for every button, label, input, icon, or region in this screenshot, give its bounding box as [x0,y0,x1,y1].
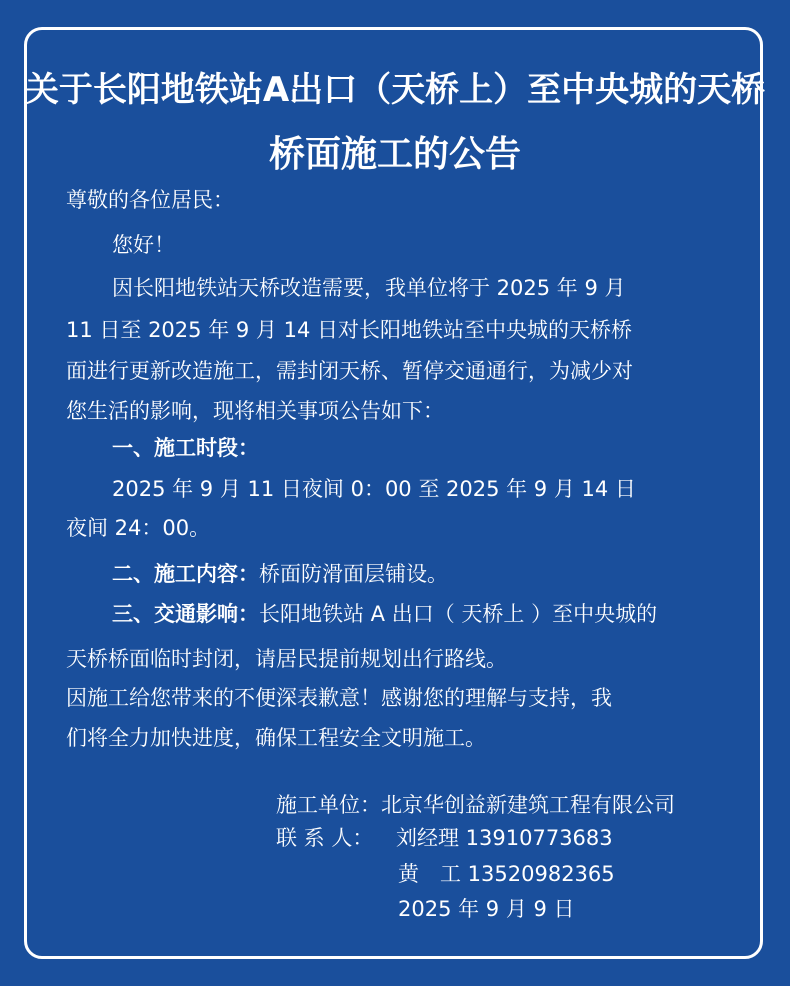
closing-line: 因施工给您带来的不便深表歉意！感谢您的理解与支持，我 [66,686,612,710]
section2-text: 桥面防滑面层铺设。 [259,562,448,586]
footer-contact-label: 联 系 人： [276,826,374,850]
intro-line: 因长阳地铁站天桥改造需要，我单位将于 2025 年 9 月 [112,276,626,300]
section1-heading: 一、施工时段： [112,436,259,460]
section2-heading: 二、施工内容： [112,562,259,586]
section1-line: 夜间 24：00。 [66,516,211,540]
footer-contact2: 黄 工 13520982365 [398,862,615,886]
section3-row [112,600,657,628]
closing-line: 们将全力加快进度，确保工程安全文明施工。 [66,726,486,750]
notice-title-line2: 桥面施工的公告 [268,134,521,175]
section3-line2: 天桥桥面临时封闭，请居民提前规划出行路线。 [66,647,507,671]
section3-text: 长阳地铁站 A 出口（ 天桥上 ）至中央城的 [259,602,658,626]
footer-contact1: 刘经理 13910773683 [396,826,613,850]
footer-contact-row [276,824,613,852]
footer-date: 2025 年 9 月 9 日 [398,897,575,921]
notice-title-line1: 关于长阳地铁站A出口（天桥上）至中央城的天桥 [24,70,766,110]
footer-unit-label: 施工单位： [276,793,381,817]
hello: 您好！ [112,233,175,257]
intro-line: 您生活的影响，现将相关事项公告如下： [66,399,444,423]
section2-row [112,560,448,588]
footer-unit-value: 北京华创益新建筑工程有限公司 [381,793,675,817]
footer-unit-row [276,791,675,819]
intro-line: 11 日至 2025 年 9 月 14 日对长阳地铁站至中央城的天桥桥 [66,318,632,342]
greeting: 尊敬的各位居民： [66,188,234,212]
intro-line: 面进行更新改造施工，需封闭天桥、暂停交通通行，为减少对 [66,359,633,383]
section1-line: 2025 年 9 月 11 日夜间 0：00 至 2025 年 9 月 14 日 [112,477,636,501]
section3-heading: 三、交通影响： [112,602,259,626]
